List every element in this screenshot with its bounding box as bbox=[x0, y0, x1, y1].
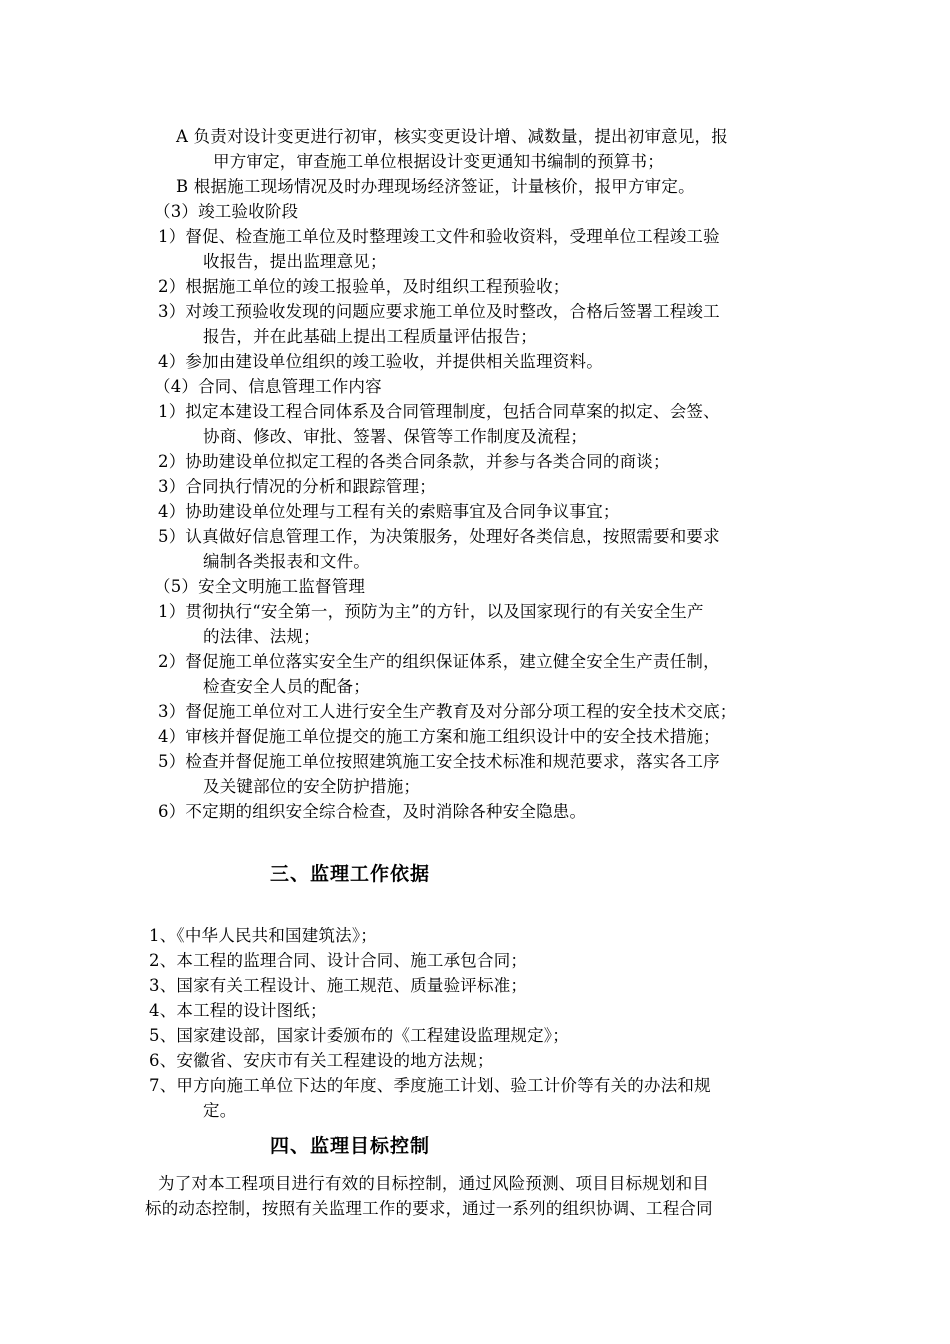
basis-item-2: 2、本工程的监理合同、设计合同、施工承包合同； bbox=[149, 951, 528, 970]
basis-item-6: 6、安徽省、安庆市有关工程建设的地方法规； bbox=[149, 1051, 494, 1070]
completion-item-3-line2: 报告，并在此基础上提出工程质量评估报告； bbox=[203, 327, 537, 346]
safety-item-5-line2: 及关键部位的安全防护措施； bbox=[203, 777, 421, 796]
contract-title: （4）合同、信息管理工作内容 bbox=[154, 377, 382, 396]
safety-item-2-line1: 2）督促施工单位落实安全生产的组织保证体系，建立健全安全生产责任制， bbox=[158, 652, 720, 671]
section-three-heading: 三、监理工作依据 bbox=[270, 863, 431, 885]
safety-item-5-line1: 5）检查并督促施工单位按照建筑施工安全技术标准和规范要求，落实各工序 bbox=[158, 752, 720, 771]
section-four-para-line1: 为了对本工程项目进行有效的目标控制，通过风险预测、项目目标规划和目 bbox=[158, 1174, 710, 1193]
contract-item-1-line1: 1）拟定本建设工程合同体系及合同管理制度，包括合同草案的拟定、会签、 bbox=[158, 402, 720, 421]
safety-title: （5）安全文明施工监督管理 bbox=[154, 577, 366, 596]
safety-item-3: 3）督促施工单位对工人进行安全生产教育及对分部分项工程的安全技术交底； bbox=[158, 702, 737, 721]
section-four-heading: 四、监理目标控制 bbox=[270, 1135, 431, 1157]
completion-item-4: 4）参加由建设单位组织的竣工验收，并提供相关监理资料。 bbox=[158, 352, 603, 371]
basis-item-4: 4、本工程的设计图纸； bbox=[149, 1001, 327, 1020]
contract-item-5-line2: 编制各类报表和文件。 bbox=[203, 552, 370, 571]
safety-item-2-line2: 检查安全人员的配备； bbox=[203, 677, 370, 696]
item-a-line1: A 负责对设计变更进行初审，核实变更设计增、减数量，提出初审意见，报 bbox=[176, 127, 728, 146]
section-four-para-line2: 标的动态控制，按照有关监理工作的要求，通过一系列的组织协调、工程合同 bbox=[145, 1199, 713, 1218]
basis-item-1: 1、《中华人民共和国建筑法》； bbox=[149, 926, 377, 945]
safety-item-1-line2: 的法律、法规； bbox=[203, 627, 320, 646]
safety-item-6: 6）不定期的组织安全综合检查，及时消除各种安全隐患。 bbox=[158, 802, 587, 821]
contract-item-1-line2: 协商、修改、审批、签署、保管等工作制度及流程； bbox=[203, 427, 588, 446]
basis-item-3: 3、国家有关工程设计、施工规范、质量验评标准； bbox=[149, 976, 528, 995]
basis-item-7-line1: 7、甲方向施工单位下达的年度、季度施工计划、验工计价等有关的办法和规 bbox=[149, 1076, 711, 1095]
contract-item-2: 2）协助建设单位拟定工程的各类合同条款，并参与各类合同的商谈； bbox=[158, 452, 670, 471]
completion-item-2: 2）根据施工单位的竣工报验单，及时组织工程预验收； bbox=[158, 277, 570, 296]
safety-item-1-line1: 1）贯彻执行“安全第一，预防为主”的方针，以及国家现行的有关安全生产 bbox=[158, 602, 704, 621]
completion-item-1-line2: 收报告，提出监理意见； bbox=[203, 252, 387, 271]
contract-item-5-line1: 5）认真做好信息管理工作，为决策服务，处理好各类信息，按照需要和要求 bbox=[158, 527, 720, 546]
contract-item-3: 3）合同执行情况的分析和跟踪管理； bbox=[158, 477, 436, 496]
completion-title: （3）竣工验收阶段 bbox=[154, 202, 299, 221]
basis-item-5: 5、国家建设部，国家计委颁布的《工程建设监理规定》； bbox=[149, 1026, 569, 1045]
basis-item-7-line2: 定。 bbox=[203, 1101, 237, 1120]
item-a-line2: 甲方审定，审查施工单位根据设计变更通知书编制的预算书； bbox=[213, 152, 664, 171]
contract-item-4: 4）协助建设单位处理与工程有关的索赔事宜及合同争议事宜； bbox=[158, 502, 620, 521]
item-b: B 根据施工现场情况及时办理现场经济签证，计量核价，报甲方审定。 bbox=[176, 177, 695, 196]
safety-item-4: 4）审核并督促施工单位提交的施工方案和施工组织设计中的安全技术措施； bbox=[158, 727, 720, 746]
completion-item-1-line1: 1）督促、检查施工单位及时整理竣工文件和验收资料，受理单位工程竣工验 bbox=[158, 227, 720, 246]
completion-item-3-line1: 3）对竣工预验收发现的问题应要求施工单位及时整改，合格后签署工程竣工 bbox=[158, 302, 720, 321]
